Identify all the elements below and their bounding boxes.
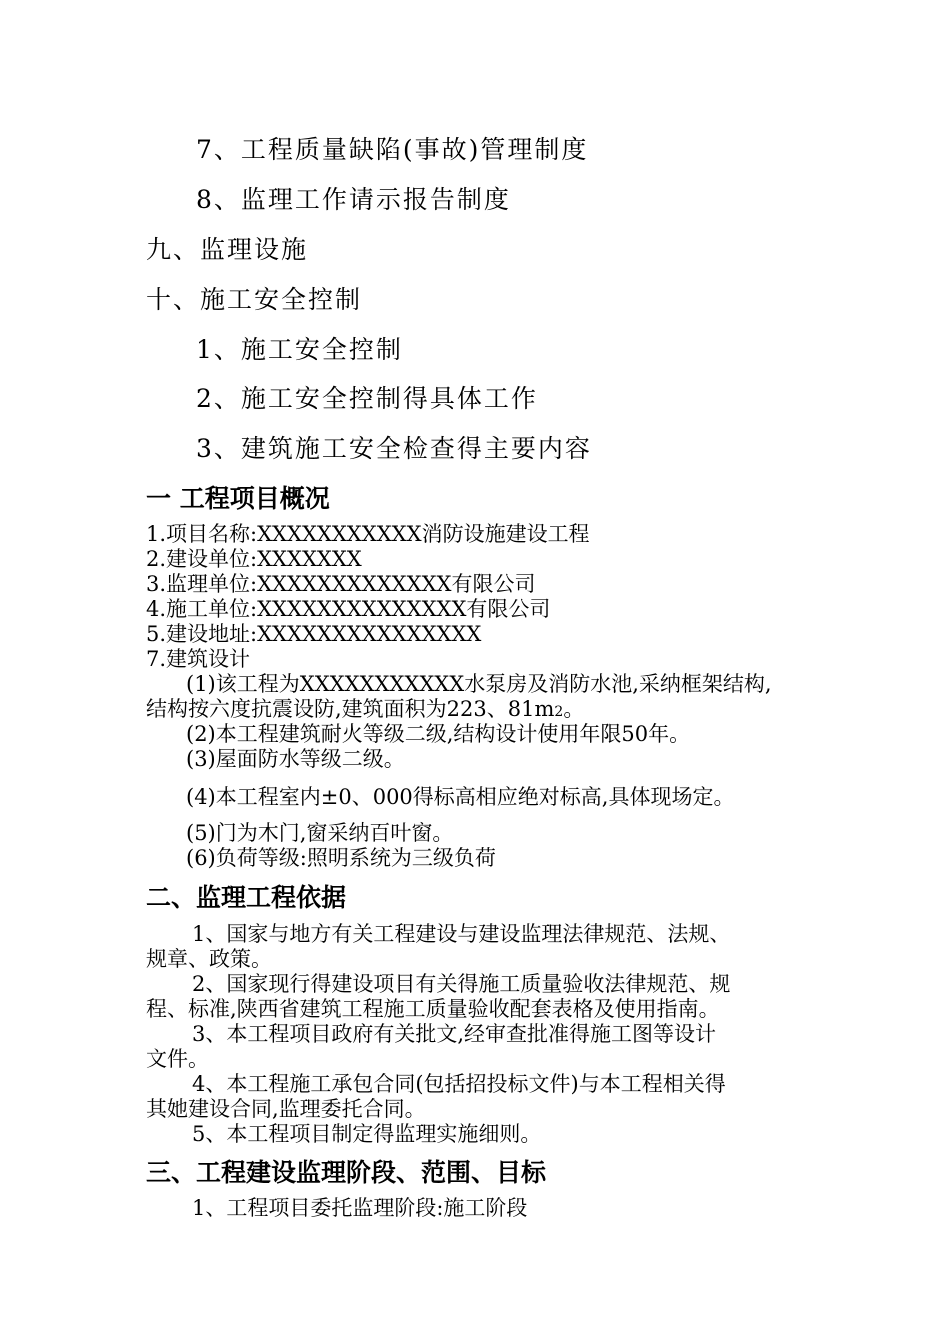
design-item: (3)屋面防水等级二级。 bbox=[186, 747, 405, 771]
basis-line: 其她建设合同,监理委托合同。 bbox=[146, 1097, 426, 1121]
design-item: (4)本工程室内±0、000得标高相应绝对标高,具体现场定。 bbox=[186, 785, 735, 809]
overview-line: 1.项目名称:XXXXXXXXXXX消防设施建设工程 bbox=[146, 522, 590, 546]
design-item-end: 。 bbox=[563, 697, 585, 721]
basis-line: 2、国家现行得建设项目有关得施工质量验收法律规范、规 bbox=[192, 972, 731, 996]
section-heading: 三、工程建设监理阶段、范围、目标 bbox=[146, 1158, 547, 1187]
basis-line: 程、标准,陕西省建筑工程施工质量验收配套表格及使用指南。 bbox=[146, 997, 720, 1021]
basis-line: 4、本工程施工承包合同(包括招投标文件)与本工程相关得 bbox=[192, 1072, 726, 1096]
toc-item: 2、施工安全控制得具体工作 bbox=[196, 384, 538, 413]
stage-line: 1、工程项目委托监理阶段:施工阶段 bbox=[192, 1196, 528, 1220]
overview-line: 5.建设地址:XXXXXXXXXXXXXXX bbox=[146, 622, 482, 646]
toc-item: 3、建筑施工安全检查得主要内容 bbox=[196, 434, 592, 463]
toc-item: 7、工程质量缺陷(事故)管理制度 bbox=[196, 135, 589, 164]
overview-line: 4.施工单位:XXXXXXXXXXXXXX有限公司 bbox=[146, 597, 551, 621]
basis-line: 文件。 bbox=[146, 1047, 209, 1071]
section-heading: 一 工程项目概况 bbox=[146, 484, 330, 513]
basis-line: 3、本工程项目政府有关批文,经审查批准得施工图等设计 bbox=[192, 1022, 717, 1046]
design-item-continuation bbox=[146, 699, 584, 720]
area-unit-subscript: 2 bbox=[554, 704, 564, 720]
overview-line: 7.建筑设计 bbox=[146, 647, 251, 671]
basis-line: 规章、政策。 bbox=[146, 947, 272, 971]
toc-item: 十、施工安全控制 bbox=[146, 285, 363, 314]
toc-item: 8、监理工作请示报告制度 bbox=[196, 185, 511, 214]
basis-line: 5、本工程项目制定得监理实施细则。 bbox=[192, 1122, 542, 1146]
design-item-text: 结构按六度抗震设防,建筑面积为223、81m bbox=[146, 697, 555, 721]
toc-item: 1、施工安全控制 bbox=[196, 335, 403, 364]
design-item: (6)负荷等级:照明系统为三级负荷 bbox=[186, 846, 496, 870]
toc-item: 九、监理设施 bbox=[146, 235, 309, 264]
design-item: (1)该工程为XXXXXXXXXXX水泵房及消防水池,采纳框架结构, bbox=[186, 672, 772, 696]
overview-line: 2.建设单位:XXXXXXX bbox=[146, 547, 362, 571]
overview-line: 3.监理单位:XXXXXXXXXXXXX有限公司 bbox=[146, 572, 536, 596]
basis-line: 1、国家与地方有关工程建设与建设监理法律规范、法规、 bbox=[192, 922, 731, 946]
section-heading: 二、监理工程依据 bbox=[146, 883, 347, 912]
design-item: (5)门为木门,窗采纳百叶窗。 bbox=[186, 821, 454, 845]
design-item: (2)本工程建筑耐火等级二级,结构设计使用年限50年。 bbox=[186, 722, 691, 746]
